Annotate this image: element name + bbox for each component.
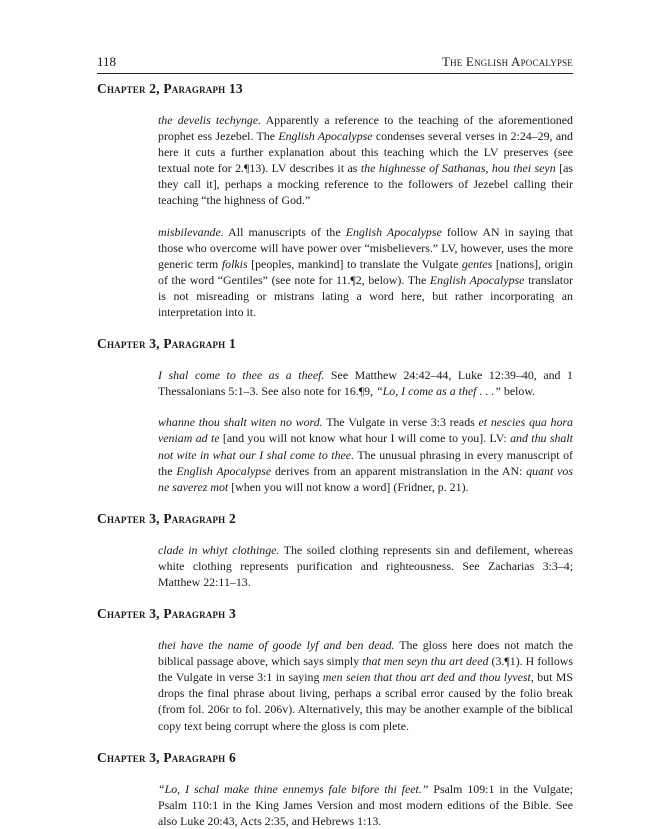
text-run: The soiled clothing represents sin and defilement, whereas white clothing represents purification and righteousness. See Zacharias 3:3–4; Matthew 22:11–13. [158,542,573,589]
text-run: [nations], origin of the word “Gentiles” (see note for 11.¶2, below). The [158,256,573,287]
section-heading: Chapter 3, Paragraph 2 [97,510,236,526]
note-paragraph [158,542,573,590]
section-body [158,637,573,734]
heading-gap [97,623,573,637]
note-paragraph [158,224,573,321]
section-gap [97,320,573,335]
italic-run: whanne thou shalt witen no word. [158,415,323,430]
italic-run: the highnesse of Sathanas, hou thei seyn [360,161,556,176]
text-run: derives from an apparent mistranslation in the AN: [271,463,527,478]
italic-run: the develis techynge. [158,113,262,127]
text-run: below. [500,384,536,399]
page-number: 118 [97,54,117,69]
italic-run: folkis [221,256,248,271]
section-heading: Chapter 3, Paragraph 3 [97,606,236,622]
italic-run: that men seyn thu art deed [362,654,489,669]
section-heading: Chapter 3, Paragraph 1 [97,336,236,352]
italic-run: gentes [461,256,493,271]
section-heading: Chapter 3, Paragraph 6 [97,749,236,765]
section-heading: Chapter 2, Paragraph 13 [97,81,243,96]
section-gap [97,734,573,749]
paragraph-gap [158,209,573,224]
italic-run: thei have the name of goode lyf and ben dead. [158,638,395,653]
text-run: condenses several verses in 2:24–29, and here it cuts a further explanation about this teaching which the LV preserves (see textual note for 2.¶13). LV describes it as [158,129,573,176]
italic-run: “Lo, I schal make thine ennemys fale bifore thi feet.” [158,781,429,796]
italic-run: men seien that thou art ded and thou lyvest, [322,670,534,685]
text-run: Psalm 109:1 in the Vulgate; Psalm 110:1 in the King James Version and most modern editions of the Bible. See also Luke 20:43, Acts 2:35, and Hebrews 1:13. [158,781,573,828]
header-rule [97,73,573,74]
note-paragraph [158,414,573,494]
heading-gap [97,767,573,781]
note-paragraph [158,112,573,209]
note-paragraph [158,637,573,734]
italic-run: English Apocalypse [345,224,442,239]
italic-run: English Apocalypse [176,463,272,478]
heading-gap [97,528,573,542]
heading-gap [97,353,573,367]
text-run: [and you will not know what hour I will come to you]. LV: [219,431,511,446]
section-body [158,781,573,829]
text-run: follow AN in saying that those who overcome will have power over “misbelievers.” LV, however, uses the more generic term [158,224,573,271]
text-run: [as they call it], perhaps a mocking reference to the followers of Jezebel calling their teaching “the highness of God.” [158,161,573,208]
italic-run: clade in whiyt clothinge. [158,542,280,557]
italic-run: quant vos ne saverez mot [158,463,573,494]
text-run: [peoples, mankind] to translate the Vulgate [247,256,462,271]
running-head [97,54,573,70]
text-run: [when you will not know a word] (Fridner, p. 21). [228,479,469,494]
heading-gap [97,98,573,112]
italic-run: English Apocalypse [429,272,525,287]
text-run: Apparently a reference to the teaching of the aforementioned prophet ess Jezebel. The [158,113,573,144]
section-gap [97,590,573,605]
italic-run: I shal come to thee as a theef. [158,368,325,383]
text-run: See Matthew 24:42–44, Luke 12:39–40, and 1 Thessalonians 5:1–3. See also note for 16.¶9, [158,368,573,399]
note-paragraph [158,367,573,399]
section-gap [97,495,573,510]
text-run: The Vulgate in verse 3:3 reads [322,415,479,430]
italic-run: and thu shalt not wite in what our I shal come to thee. [158,431,573,462]
section-body [158,542,573,590]
text-run: translator is not misreading or mistrans lating a word here, but rather incorporating an interpretation into it. [158,272,573,320]
text-run: (3.¶1). H follows the Vulgate in verse 3:1 in saying [158,654,573,685]
notes-content [97,80,573,829]
italic-run: English Apocalypse [278,129,373,144]
text-run: The unusual phrasing in every manuscript of the [158,447,573,478]
text-run: All manuscripts of the [223,224,346,239]
italic-run: misbilevande. [158,224,224,239]
section-body [158,367,573,495]
running-title: The English Apocalypse [441,54,573,69]
paragraph-gap [158,399,573,414]
note-paragraph [158,781,573,829]
text-run: but MS drops the final phrase about living, perhaps a scribal error caused by the folio break (from fol. 206r to fol. 206v). Alternatively, this may be another example of the biblical copy text being corrupt where the gloss is com plete. [158,670,573,733]
text-run: The gloss here does not match the biblical passage above, which says simply [158,638,573,669]
italic-run: et nescies qua hora veniam ad te [158,415,574,446]
section-body [158,112,573,320]
italic-run: “Lo, I come as a thef . . .” [376,384,501,399]
